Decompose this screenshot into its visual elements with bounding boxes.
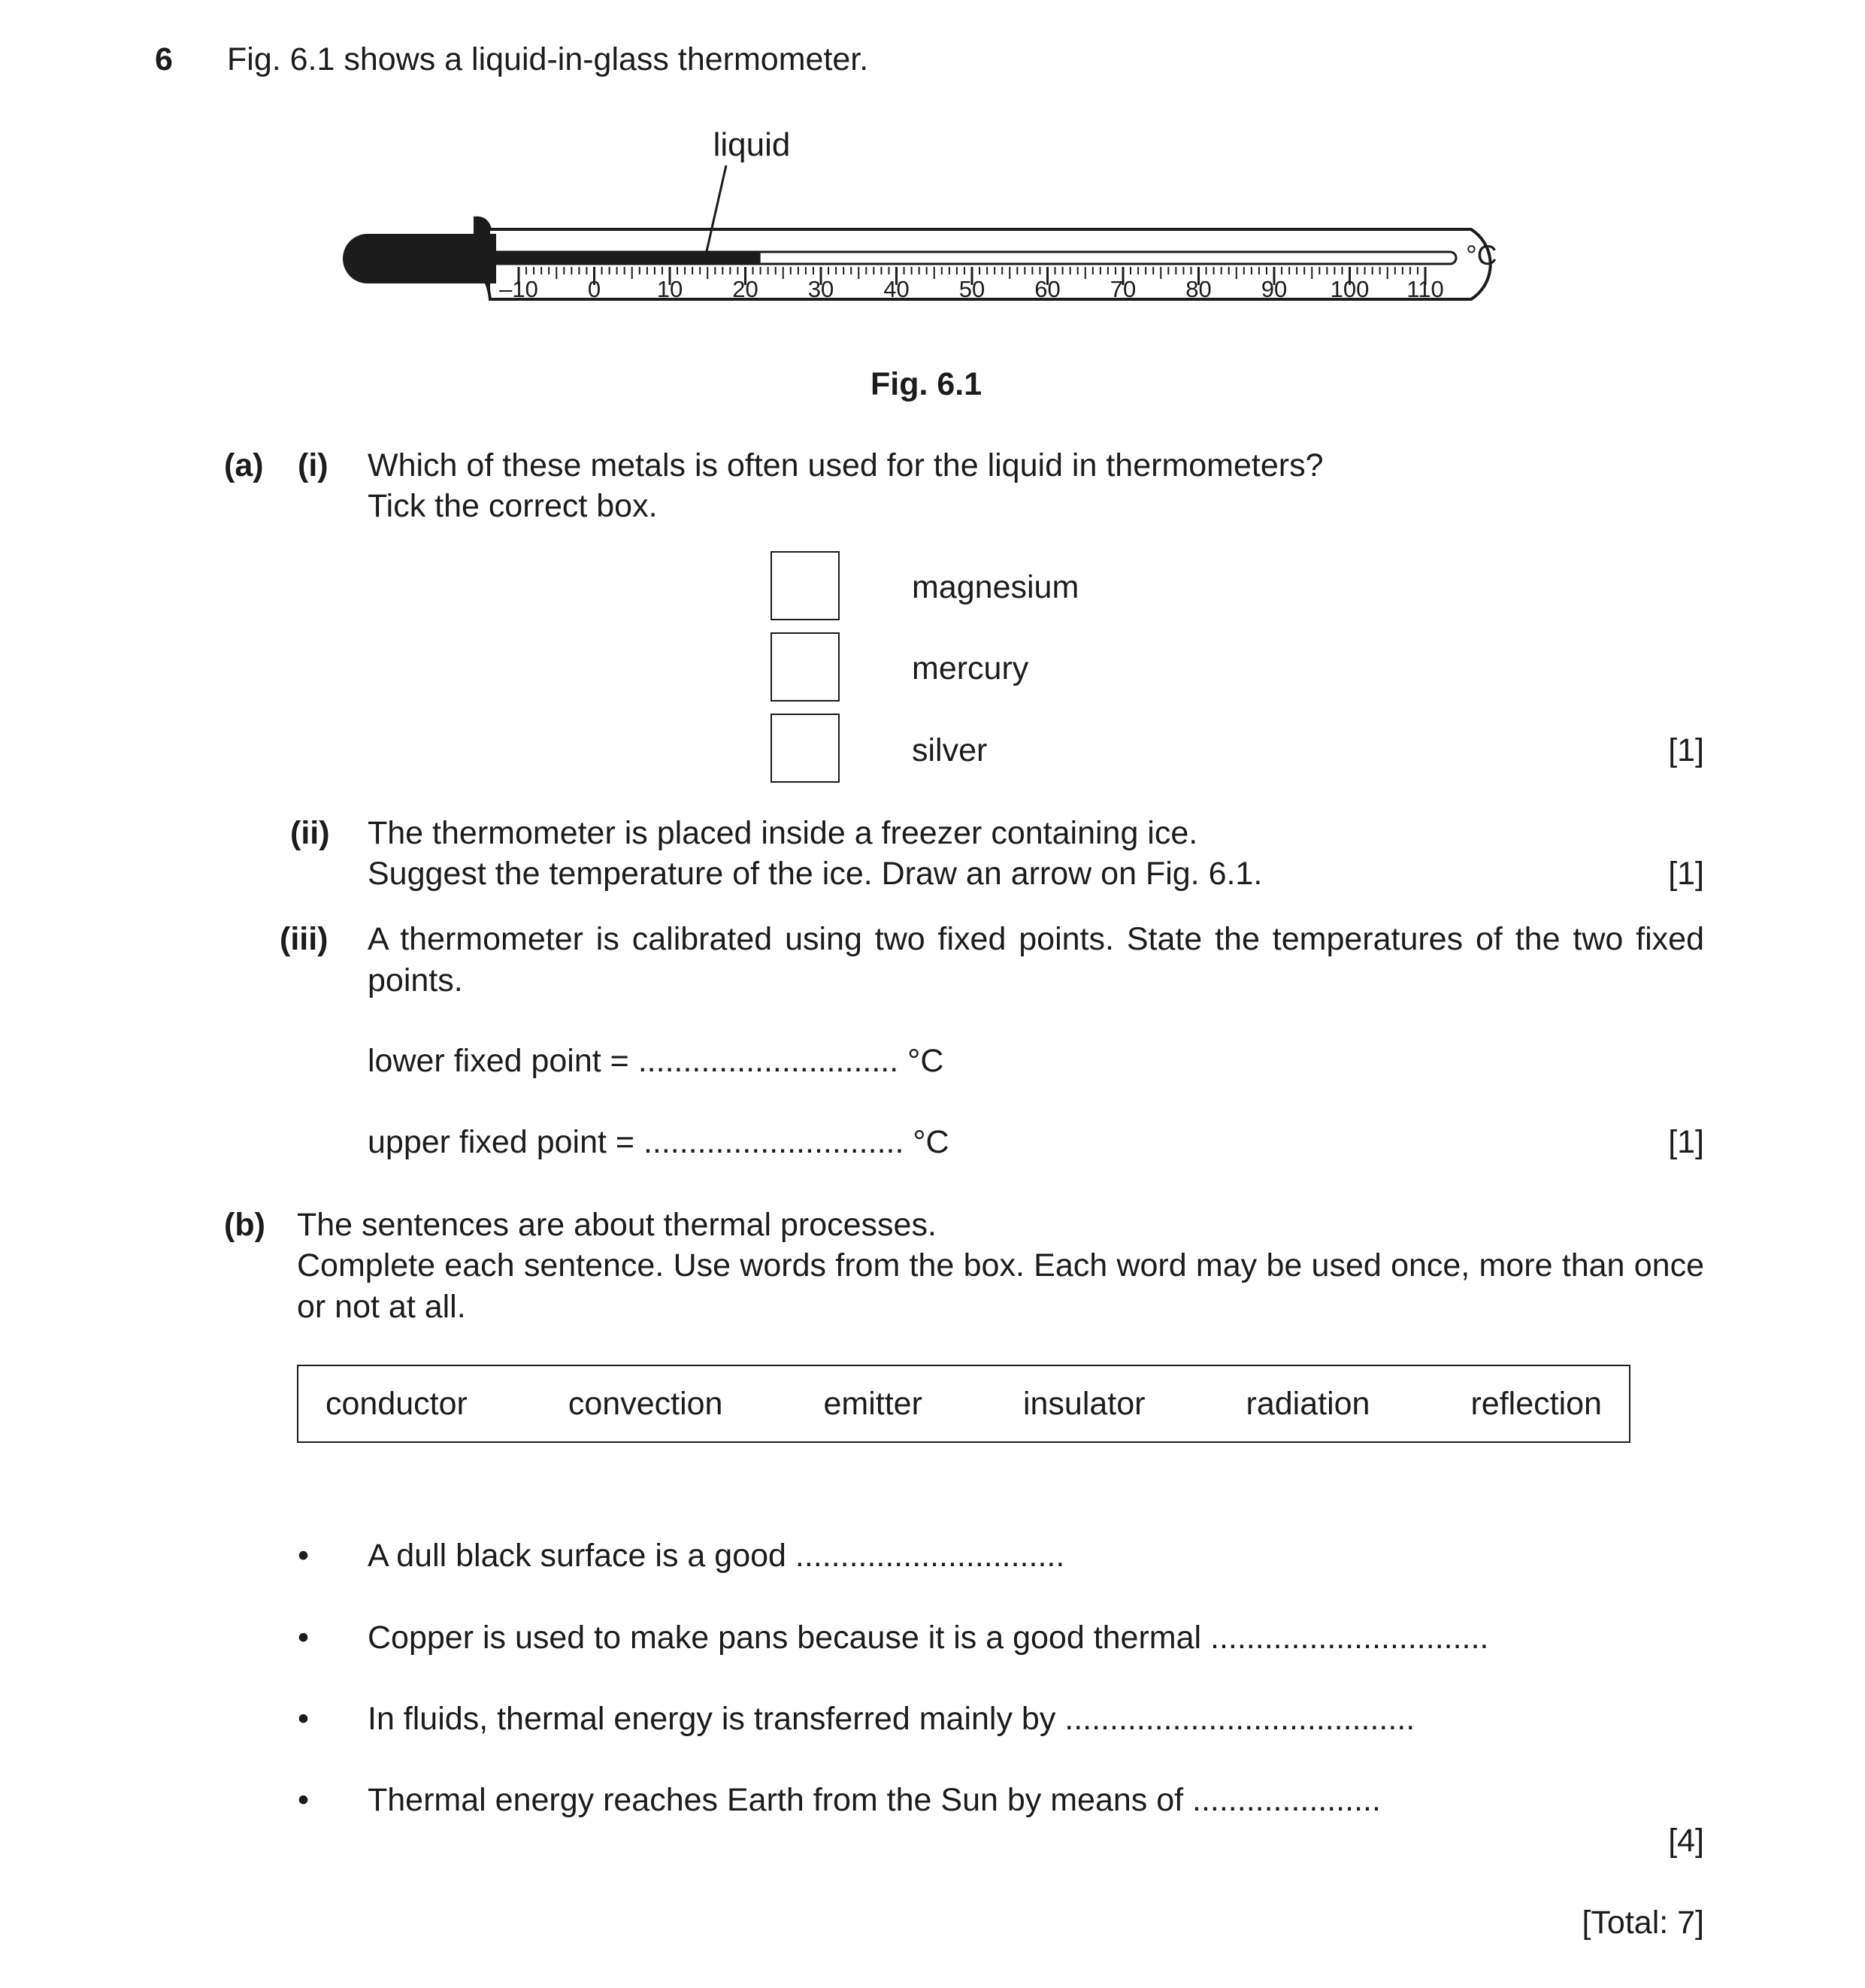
- bullet-4: •: [298, 1782, 310, 1818]
- part-a-iii-label: (iii): [280, 921, 328, 957]
- sentence-4[interactable]: Thermal energy reaches Earth from the Sun by means of .....................: [368, 1782, 1381, 1818]
- liquid-column: [490, 251, 761, 265]
- scale-label: –10: [499, 276, 538, 302]
- tick-box-mercury[interactable]: [771, 632, 840, 702]
- word-emitter: emitter: [823, 1385, 922, 1422]
- scale-label: 100: [1330, 276, 1370, 302]
- lower-fixed-point-line[interactable]: lower fixed point = ............................. °C: [368, 1043, 944, 1079]
- scale-label: 10: [656, 276, 683, 302]
- option-label-mercury: mercury: [912, 650, 1029, 686]
- part-a-ii-line2: Suggest the temperature of the ice. Draw an arrow on Fig. 6.1.: [368, 856, 1263, 892]
- marks-a-ii: [1]: [1668, 856, 1704, 892]
- scale-label: 30: [807, 276, 834, 302]
- word-radiation: radiation: [1246, 1385, 1370, 1422]
- part-a-ii-line1: The thermometer is placed inside a freezer containing ice.: [368, 815, 1198, 851]
- option-label-magnesium: magnesium: [912, 569, 1079, 605]
- tick-box-silver[interactable]: [771, 714, 840, 783]
- marks-a-iii: [1]: [1668, 1124, 1704, 1160]
- thermometer-figure: [0, 0, 1865, 346]
- part-a-label: (a): [224, 447, 264, 483]
- word-insulator: insulator: [1022, 1385, 1146, 1422]
- tick-box-magnesium[interactable]: [771, 551, 840, 620]
- option-label-silver: silver: [912, 732, 988, 768]
- question-number: 6: [155, 41, 173, 77]
- part-a-iii-text: A thermometer is calibrated using two fixed points. State the temperatures of the two fixed points.: [368, 921, 1704, 999]
- part-b-line1: The sentences are about thermal processes.: [297, 1207, 937, 1243]
- scale-label: 40: [883, 276, 910, 302]
- part-a-ii-label: (ii): [290, 815, 330, 851]
- sentence-2[interactable]: Copper is used to make pans because it is a good thermal ...............................: [368, 1620, 1489, 1656]
- sentence-3[interactable]: In fluids, thermal energy is transferred mainly by .......................................: [368, 1701, 1415, 1737]
- scale-label: 110: [1406, 276, 1444, 302]
- part-b-line2: Complete each sentence. Use words from the box. Each word may be used once, more than once or not at all.: [297, 1247, 1704, 1325]
- liquid-label: liquid: [713, 126, 791, 163]
- part-a-i-line1: Which of these metals is often used for the liquid in thermometers?: [368, 447, 1324, 483]
- upper-fixed-point-line[interactable]: upper fixed point = ............................. °C: [368, 1124, 949, 1160]
- word-conductor: conductor: [325, 1385, 468, 1422]
- scale-label: 90: [1261, 276, 1288, 302]
- total-marks: [Total: 7]: [1582, 1905, 1704, 1941]
- bullet-2: •: [298, 1620, 310, 1656]
- unit-label: °C: [1466, 240, 1497, 271]
- scale-label: 50: [958, 276, 985, 302]
- bullet-3: •: [298, 1701, 310, 1737]
- question-intro: Fig. 6.1 shows a liquid-in-glass thermometer.: [227, 41, 869, 77]
- part-a-i-label: (i): [298, 447, 328, 483]
- figure-caption: Fig. 6.1: [870, 366, 982, 402]
- part-b-label: (b): [224, 1207, 265, 1243]
- bullet-1: •: [298, 1538, 310, 1574]
- marks-b: [4]: [1668, 1823, 1704, 1859]
- marks-a-i: [1]: [1668, 732, 1704, 768]
- word-reflection: reflection: [1470, 1385, 1602, 1422]
- part-a-i-line2: Tick the correct box.: [368, 488, 658, 524]
- scale-label: 80: [1185, 276, 1212, 302]
- scale-label: 0: [587, 276, 601, 302]
- scale-label: 20: [732, 276, 758, 302]
- word-box: [297, 1365, 1630, 1443]
- scale-label: 70: [1110, 276, 1137, 302]
- scale-label: 60: [1034, 276, 1061, 302]
- sentence-1[interactable]: A dull black surface is a good ..............................: [368, 1538, 1065, 1574]
- word-convection: convection: [568, 1385, 723, 1422]
